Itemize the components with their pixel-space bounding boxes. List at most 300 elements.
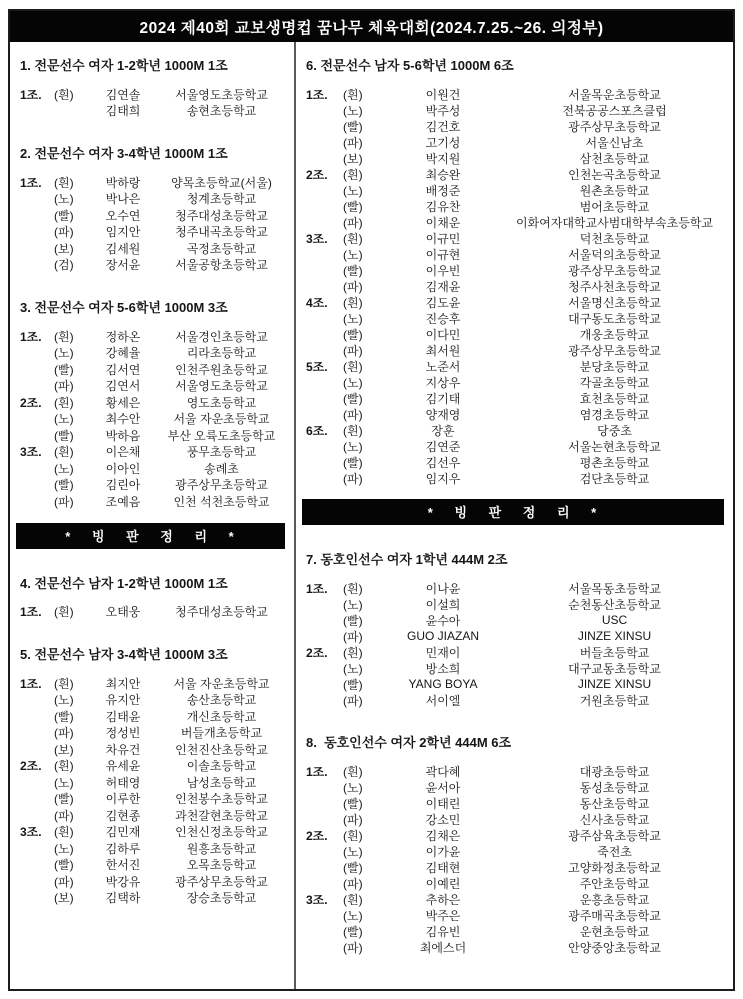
athlete-name: 박주은 (425, 908, 461, 923)
entry-rows (306, 580, 727, 708)
athlete-name: 배정준 (425, 183, 461, 198)
section-title: 7. 동호인선수 여자 1학년 444M 2조 (306, 552, 508, 567)
athlete-name: 이규민 (425, 231, 461, 246)
lane-color-code: (빨) (343, 860, 363, 875)
athlete-name: 정하온 (105, 329, 141, 344)
school-name: 순천동산초등학교 (568, 597, 661, 612)
athlete-row (306, 859, 727, 875)
athlete-row (306, 660, 727, 676)
athlete-name: 김서연 (105, 362, 141, 377)
athlete-name: 김재윤 (425, 279, 461, 294)
lane-color-code: (노) (343, 844, 363, 859)
school-name: 개신초등학교 (186, 709, 257, 724)
school-name: 동성초등학교 (579, 780, 650, 795)
lane-color-code: (파) (343, 407, 363, 422)
athlete-name: 김유빈 (425, 924, 461, 939)
athlete-name: 지상우 (425, 375, 461, 390)
athlete-row (306, 811, 727, 827)
heat-group-label: 1조. (306, 764, 328, 779)
lane-color-code: (흰) (343, 359, 363, 374)
athlete-row (20, 604, 288, 621)
athlete-row (306, 763, 727, 779)
athlete-row (306, 644, 727, 660)
school-name: 효천초등학교 (579, 391, 650, 406)
school-name: 부산 오륙도초등학교 (167, 428, 276, 443)
athlete-row (20, 758, 288, 775)
school-name: 서울 자운초등학교 (173, 412, 270, 427)
athlete-name: 최지안 (105, 676, 141, 691)
athlete-name: 강소민 (425, 812, 461, 827)
start-list-page (8, 9, 735, 991)
athlete-row (20, 725, 288, 742)
athlete-name: 양재영 (425, 407, 461, 422)
lane-color-code: (빨) (54, 428, 74, 443)
lane-color-code: (파) (343, 343, 363, 358)
athlete-row (306, 262, 727, 278)
school-name: 동산초등학교 (579, 796, 650, 811)
section-title: 8. 동호인선수 여자 2학년 444M 6조 (306, 735, 512, 750)
athlete-name: 김세원 (105, 241, 141, 256)
heat-group-label: 2조. (20, 395, 42, 410)
school-name: 이화여자대학교사범대학부속초등학교 (515, 215, 714, 230)
athlete-name: 김태희 (105, 104, 141, 119)
lane-color-code: (빨) (54, 792, 74, 807)
heat-group-label: 3조. (20, 445, 42, 460)
athlete-name: 김도윤 (425, 295, 461, 310)
lane-color-code: (노) (343, 439, 363, 454)
athlete-row (306, 182, 727, 198)
lane-color-code: (흰) (54, 445, 74, 460)
athlete-name: 정성빈 (105, 726, 141, 741)
lane-color-code: (노) (343, 247, 363, 262)
athlete-row (306, 374, 727, 390)
school-name: 버들개초등학교 (180, 726, 263, 741)
athlete-row (306, 390, 727, 406)
lane-color-code: (노) (54, 412, 74, 427)
school-name: 남성초등학교 (186, 775, 257, 790)
athlete-row (20, 378, 288, 395)
athlete-name: 김선우 (425, 455, 461, 470)
heat-group-label: 1조. (306, 87, 328, 102)
athlete-row (20, 361, 288, 378)
lane-color-code: (흰) (54, 605, 74, 620)
heat-group-label: 1조. (306, 581, 328, 596)
lane-color-code: (파) (343, 812, 363, 827)
lane-color-code: (노) (343, 661, 363, 676)
school-name: 광주상무초등학교 (568, 343, 661, 358)
page-title: 2024 제40회 교보생명컵 꿈나무 체육대회(2024.7.25.~26. 의정부) (10, 11, 733, 42)
school-name: JINZE XINSU (577, 677, 652, 691)
athlete-row (306, 230, 727, 246)
school-name: 인천봉수초등학교 (175, 792, 268, 807)
lane-color-code: (빨) (343, 796, 363, 811)
athlete-name: 김현종 (105, 808, 141, 823)
school-name: 과천갈현초등학교 (175, 808, 268, 823)
event-section (296, 551, 733, 708)
lane-color-code: (빨) (343, 924, 363, 939)
school-name: 서울목동초등학교 (568, 581, 661, 596)
school-name: 서울공항초등학교 (175, 258, 268, 273)
athlete-row (20, 857, 288, 874)
athlete-name: 서이엘 (425, 693, 461, 708)
school-name: 광주매곡초등학교 (568, 908, 661, 923)
school-name: 광주상무초등학교 (568, 263, 661, 278)
athlete-name: 김채은 (425, 828, 461, 843)
section-title: 5. 전문선수 남자 3-4학년 1000M 3조 (20, 647, 228, 662)
school-name: 영도초등학교 (186, 395, 257, 410)
heat-group-label: 3조. (20, 825, 42, 840)
athlete-row (306, 580, 727, 596)
athlete-name: 박강유 (105, 874, 141, 889)
heat-group-label: 3조. (306, 892, 328, 907)
school-name: 거원초등학교 (579, 693, 650, 708)
athlete-name: GUO JIAZAN (406, 629, 479, 643)
school-name: 오목초등학교 (186, 858, 257, 873)
section-title: 4. 전문선수 남자 1-2학년 1000M 1조 (20, 575, 228, 591)
athlete-name: 장서윤 (105, 258, 141, 273)
athlete-name: 강혜율 (105, 346, 141, 361)
athlete-name: 조예음 (105, 494, 141, 509)
athlete-name: 이루한 (105, 792, 141, 807)
heat-group-label: 4조. (306, 295, 328, 310)
school-name: 장승초등학교 (186, 891, 257, 906)
content-area (10, 42, 733, 989)
athlete-row (306, 342, 727, 358)
school-name: 인천논곡초등학교 (568, 167, 661, 182)
athlete-name: 김택하 (105, 891, 141, 906)
athlete-row (306, 406, 727, 422)
event-section (10, 575, 294, 621)
lane-color-code: (보) (54, 891, 74, 906)
school-name: USC (601, 613, 628, 627)
athlete-row (306, 612, 727, 628)
athlete-name: 고기성 (425, 135, 461, 150)
athlete-row (306, 150, 727, 166)
lane-color-code: (흰) (54, 825, 74, 840)
athlete-row (20, 774, 288, 791)
athlete-name: 윤수아 (425, 613, 461, 628)
school-name: 덕천초등학교 (579, 231, 650, 246)
section-title: 6. 전문선수 남자 5-6학년 1000M 6조 (306, 58, 514, 73)
school-name: 주안초등학교 (579, 876, 650, 891)
athlete-name: 박지원 (425, 151, 461, 166)
school-name: 각골초등학교 (579, 375, 650, 390)
lane-color-code: (파) (343, 471, 363, 486)
athlete-row (306, 214, 727, 230)
athlete-name: 김건호 (425, 119, 461, 134)
lane-color-code: (보) (54, 241, 74, 256)
athlete-name: 김하루 (105, 841, 141, 856)
lane-color-code: (파) (343, 940, 363, 955)
athlete-row (306, 358, 727, 374)
athlete-name: 김태윤 (105, 709, 141, 724)
school-name: 송례초 (204, 461, 239, 476)
lane-color-code: (빨) (54, 208, 74, 223)
athlete-name: 박하랑 (105, 175, 141, 190)
school-name: 서울덕의초등학교 (568, 247, 661, 262)
school-name: 개웅초등학교 (579, 327, 650, 342)
athlete-name: 이규현 (425, 247, 461, 262)
athlete-row (20, 824, 288, 841)
athlete-row (306, 454, 727, 470)
athlete-name: 박하음 (105, 428, 141, 443)
entry-rows (306, 86, 727, 486)
lane-color-code: (흰) (54, 329, 74, 344)
lane-color-code: (빨) (343, 677, 363, 692)
athlete-name: 김연솔 (105, 87, 141, 102)
school-name: 광주상무초등학교 (175, 478, 268, 493)
school-name: 청주대성초등학교 (175, 605, 268, 620)
athlete-row (20, 174, 288, 191)
athlete-name: 임지우 (425, 471, 461, 486)
heat-group-label: 3조. (306, 231, 328, 246)
lane-color-code: (빨) (343, 263, 363, 278)
lane-color-code: (파) (343, 215, 363, 230)
athlete-name: 이은채 (105, 445, 141, 460)
school-name: 검단초등학교 (579, 471, 650, 486)
heat-group-label: 2조. (306, 645, 328, 660)
school-name: 인천진산초등학교 (175, 742, 268, 757)
entry-rows (306, 763, 727, 955)
lane-color-code: (노) (343, 597, 363, 612)
athlete-row (20, 427, 288, 444)
athlete-name: 윤서아 (425, 780, 461, 795)
athlete-name: 이태린 (425, 796, 461, 811)
athlete-row (306, 134, 727, 150)
school-name: 서울경인초등학교 (175, 329, 268, 344)
school-name: 평촌초등학교 (579, 455, 650, 470)
athlete-row (306, 198, 727, 214)
athlete-row (306, 923, 727, 939)
athlete-name: 이다민 (425, 327, 461, 342)
athlete-name: 김민재 (105, 825, 141, 840)
athlete-name: 김연준 (425, 439, 461, 454)
lane-color-code: (파) (343, 135, 363, 150)
lane-color-code: (흰) (343, 295, 363, 310)
lane-color-code: (노) (343, 780, 363, 795)
school-name: 곡정초등학교 (186, 241, 257, 256)
athlete-name: 박나은 (105, 192, 141, 207)
lane-color-code: (흰) (54, 87, 74, 102)
school-name: 광주상무초등학교 (175, 874, 268, 889)
school-name: 서울영도초등학교 (175, 379, 268, 394)
athlete-row (20, 460, 288, 477)
lane-color-code: (파) (343, 279, 363, 294)
school-name: 광주삼육초등학교 (568, 828, 661, 843)
lane-color-code: (파) (343, 876, 363, 891)
athlete-row (20, 328, 288, 345)
section-title: 3. 전문선수 여자 5-6학년 1000M 3조 (20, 300, 228, 315)
athlete-row (20, 394, 288, 411)
section-title: 2. 전문선수 여자 3-4학년 1000M 1조 (20, 146, 228, 161)
lane-color-code: (빨) (54, 362, 74, 377)
section-title: 1. 전문선수 여자 1-2학년 1000M 1조 (20, 58, 228, 73)
school-name: 송현초등학교 (186, 104, 257, 119)
school-name: 풍무초등학교 (186, 445, 257, 460)
heat-group-label: 1조. (20, 605, 42, 620)
school-name: 이솔초등학교 (186, 759, 257, 774)
entry-rows (20, 86, 288, 119)
athlete-row (20, 477, 288, 494)
athlete-row (306, 779, 727, 795)
lane-color-code: (흰) (54, 676, 74, 691)
school-name: 청주사천초등학교 (568, 279, 661, 294)
school-name: 대광초등학교 (579, 764, 650, 779)
lane-color-code: (흰) (343, 87, 363, 102)
school-name: 청주내곡초등학교 (175, 225, 268, 240)
athlete-row (306, 843, 727, 859)
lane-color-code: (노) (54, 775, 74, 790)
school-name: 삼천초등학교 (579, 151, 650, 166)
athlete-row (20, 103, 288, 120)
school-name: 전북공공스포츠클럽 (562, 103, 667, 118)
athlete-row (306, 86, 727, 102)
athlete-name: 이우빈 (425, 263, 461, 278)
lane-color-code: (빨) (343, 613, 363, 628)
athlete-row (306, 827, 727, 843)
athlete-row (20, 207, 288, 224)
school-name: 버들초등학교 (579, 645, 650, 660)
athlete-name: 민재이 (425, 645, 461, 660)
athlete-name: 최서원 (425, 343, 461, 358)
athlete-row (306, 118, 727, 134)
school-name: 서울영도초등학교 (175, 87, 268, 102)
athlete-name: 오수연 (105, 208, 141, 223)
athlete-name: 차유건 (105, 742, 141, 757)
event-section (10, 145, 294, 273)
school-name: 리라초등학교 (186, 346, 257, 361)
lane-color-code: (빨) (343, 455, 363, 470)
athlete-row (20, 708, 288, 725)
lane-color-code: (파) (54, 225, 74, 240)
lane-color-code: (파) (54, 494, 74, 509)
lane-color-code: (빨) (54, 858, 74, 873)
lane-color-code: (흰) (54, 759, 74, 774)
school-name: 운흥초등학교 (579, 892, 650, 907)
lane-color-code: (노) (343, 311, 363, 326)
athlete-row (306, 310, 727, 326)
athlete-row (20, 675, 288, 692)
athlete-name: 김태현 (425, 860, 461, 875)
lane-color-code: (빨) (54, 709, 74, 724)
athlete-row (306, 326, 727, 342)
school-name: 당중초 (597, 423, 632, 438)
school-name: 서울명신초등학교 (568, 295, 661, 310)
school-name: 양목초등학교(서울) (171, 175, 272, 190)
school-name: 송산초등학교 (186, 693, 257, 708)
event-section (296, 57, 733, 486)
heat-group-label: 2조. (20, 759, 42, 774)
athlete-row (20, 840, 288, 857)
athlete-row (20, 191, 288, 208)
school-name: 분당초등학교 (579, 359, 650, 374)
entry-rows (20, 675, 288, 906)
athlete-row (306, 907, 727, 923)
athlete-row (306, 692, 727, 708)
lane-color-code: (흰) (343, 892, 363, 907)
lane-color-code: (흰) (343, 167, 363, 182)
athlete-row (20, 345, 288, 362)
school-name: 인천주원초등학교 (175, 362, 268, 377)
school-name: 광주상무초등학교 (568, 119, 661, 134)
athlete-name: 이원건 (425, 87, 461, 102)
event-section (10, 299, 294, 510)
athlete-name: 방소희 (425, 661, 461, 676)
athlete-name: YANG BOYA (408, 677, 478, 691)
athlete-row (20, 807, 288, 824)
athlete-name: 이아인 (105, 461, 141, 476)
athlete-name: 장훈 (431, 423, 455, 438)
school-name: 서울 자운초등학교 (173, 676, 270, 691)
athlete-name: 유지안 (105, 693, 141, 708)
lane-color-code: (흰) (343, 423, 363, 438)
athlete-row (306, 470, 727, 486)
lane-color-code: (파) (343, 693, 363, 708)
athlete-row (306, 294, 727, 310)
school-name: 청계초등학교 (186, 192, 257, 207)
athlete-row (20, 741, 288, 758)
athlete-row (20, 240, 288, 257)
lane-color-code: (파) (54, 808, 74, 823)
athlete-name: 추하은 (425, 892, 461, 907)
lane-color-code: (검) (54, 258, 74, 273)
lane-color-code: (흰) (343, 764, 363, 779)
athlete-name: 이채운 (425, 215, 461, 230)
athlete-name: 황세은 (105, 395, 141, 410)
athlete-name: 임지안 (105, 225, 141, 240)
lane-color-code: (빨) (343, 119, 363, 134)
heat-group-label: 1조. (20, 329, 42, 344)
entry-rows (20, 328, 288, 510)
ice-resurfacing-banner: * 빙 판 정 리 * (16, 523, 285, 549)
school-name: JINZE XINSU (577, 629, 652, 643)
school-name: 원흥초등학교 (186, 841, 257, 856)
athlete-row (20, 873, 288, 890)
lane-color-code: (흰) (343, 645, 363, 660)
lane-color-code: (빨) (54, 478, 74, 493)
school-name: 염경초등학교 (579, 407, 650, 422)
lane-color-code: (흰) (54, 395, 74, 410)
school-name: 운현초등학교 (579, 924, 650, 939)
school-name: 안양중앙초등학교 (568, 940, 661, 955)
athlete-name: 유세윤 (105, 759, 141, 774)
lane-color-code: (노) (343, 103, 363, 118)
school-name: 서울논현초등학교 (568, 439, 661, 454)
athlete-row (20, 890, 288, 907)
athlete-row (306, 596, 727, 612)
athlete-name: 최에스더 (419, 940, 467, 955)
school-name: 인천신정초등학교 (175, 825, 268, 840)
athlete-row (20, 257, 288, 274)
athlete-name: 김기태 (425, 391, 461, 406)
ice-resurfacing-banner: * 빙 판 정 리 * (302, 499, 724, 525)
lane-color-code: (노) (343, 908, 363, 923)
event-section (10, 57, 294, 119)
entry-rows (20, 604, 288, 621)
athlete-row (20, 444, 288, 461)
lane-color-code: (파) (54, 874, 74, 889)
athlete-name: 곽다혜 (425, 764, 461, 779)
athlete-name: 한서진 (105, 858, 141, 873)
lane-color-code: (흰) (343, 231, 363, 246)
athlete-row (306, 246, 727, 262)
athlete-row (306, 278, 727, 294)
athlete-row (306, 438, 727, 454)
athlete-row (20, 692, 288, 709)
lane-color-code: (노) (54, 693, 74, 708)
heat-group-label: 1조. (20, 676, 42, 691)
school-name: 서울신남초 (585, 135, 644, 150)
